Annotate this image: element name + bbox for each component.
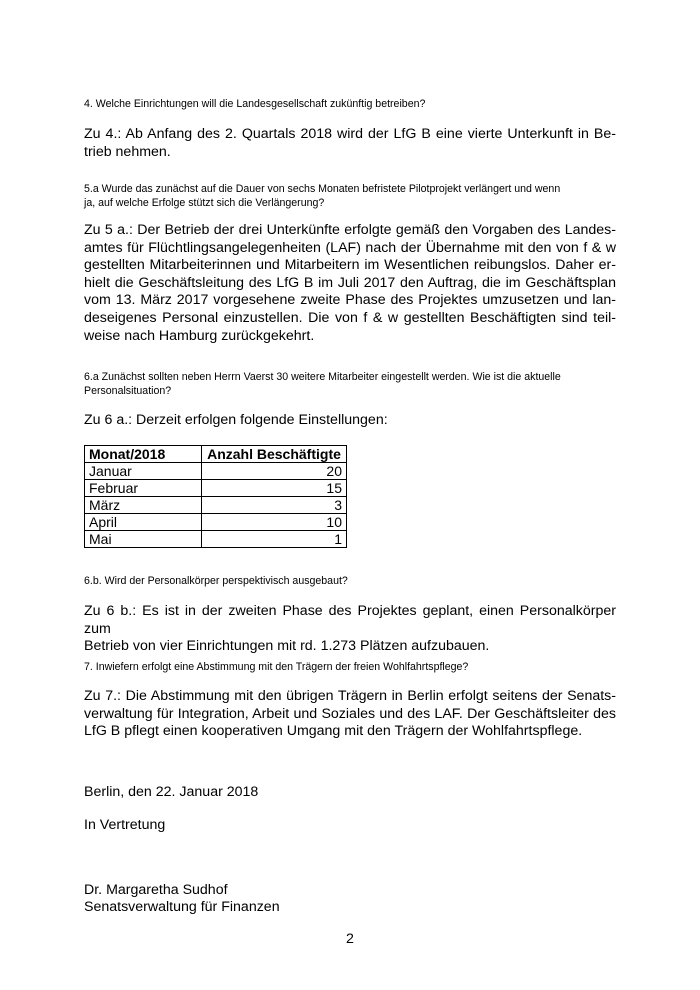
answer-7-line: Zu 7.: Die Abstimmung mit den übrigen Trägern in Berlin erfolgt seitens der Senats-	[84, 688, 616, 704]
staffing-table	[84, 445, 347, 548]
table-cell-count: 20	[202, 463, 347, 480]
column-header-count: Anzahl Beschäftigte	[202, 446, 347, 463]
table-cell-month: April	[85, 514, 202, 531]
answer-5a-line: amtes für Flüchtlingsangelegenheiten (LAF) nach der Übernahme mit den von f & w	[84, 239, 616, 256]
answer-5a-line: hielt die Geschäftsleitung des LfG B im Juli 2017 den Auftrag, die im Geschäftsplan	[84, 274, 616, 291]
answer-5a-line: Zu 5 a.: Der Betrieb der drei Unterkünfte erfolgte gemäß den Vorgaben des Landes-	[84, 222, 616, 238]
representation-note: In Vertretung	[84, 817, 166, 833]
question-4: 4. Welche Einrichtungen will die Landesgesellschaft zukünftig betreiben?	[84, 98, 426, 110]
answer-6b-line: Zu 6 b.: Es ist in der zweiten Phase des Projektes geplant, einen Personalkörper zum	[84, 603, 616, 637]
table-row	[85, 514, 347, 531]
answer-4-line: Zu 4.: Ab Anfang des 2. Quartals 2018 wird der LfG B eine vierte Unterkunft in Be-	[84, 126, 616, 142]
question-6a	[84, 370, 616, 398]
answer-6b-line: Betrieb von vier Einrichtungen mit rd. 1.273 Plätzen aufzubauen.	[84, 638, 490, 655]
table-cell-month: März	[85, 497, 202, 514]
answer-5a-line: vom 13. März 2017 vorgesehene zweite Phase des Projektes umzusetzen und lan-	[84, 292, 616, 309]
question-6a-line: Personalsituation?	[84, 385, 172, 397]
table-cell-count: 1	[202, 531, 347, 548]
table-cell-month: Januar	[85, 463, 202, 480]
answer-7-line: verwaltung für Integration, Arbeit und Soziales und des LAF. Der Geschäftsleiter des	[84, 705, 616, 722]
table-row	[85, 497, 347, 514]
table-cell-month: Mai	[85, 531, 202, 548]
page-number: 2	[346, 931, 354, 947]
table-row	[85, 463, 347, 480]
table-header-row	[85, 446, 347, 463]
place-date: Berlin, den 22. Januar 2018	[84, 784, 259, 800]
column-header-month: Monat/2018	[85, 446, 202, 463]
answer-4	[84, 126, 616, 161]
question-5a	[84, 182, 616, 210]
answer-5a-line: deseigenes Personal einzustellen. Die von f & w gestellten Beschäftigten sind teil-	[84, 309, 616, 326]
table-cell-count: 10	[202, 514, 347, 531]
signatory-name: Dr. Margaretha Sudhof	[84, 882, 228, 898]
table-row	[85, 531, 347, 548]
answer-5a-line: weise nach Hamburg zurückgekehrt.	[84, 327, 315, 344]
question-6a-line: 6.a Zunächst sollten neben Herrn Vaerst 30 weitere Mitarbeiter eingestellt werden. Wie ist die aktuelle	[84, 371, 561, 383]
table-cell-count: 3	[202, 497, 347, 514]
question-5a-line: ja, auf welche Erfolge stützt sich die Verlängerung?	[84, 197, 325, 209]
question-5a-line: 5.a Wurde das zunächst auf die Dauer von sechs Monaten befristete Pilotprojekt verlängert und wenn	[84, 183, 561, 195]
answer-5a-line: gestellten Mitarbeiterinnen und Mitarbeitern im Wesentlichen reibungslos. Daher er-	[84, 257, 616, 274]
answer-7	[84, 688, 616, 741]
question-7: 7. Inwiefern erfolgt eine Abstimmung mit den Trägern der freien Wohlfahrtspflege?	[84, 661, 469, 673]
answer-5a	[84, 222, 616, 345]
table-row	[85, 480, 347, 497]
table-cell-count: 15	[202, 480, 347, 497]
answer-4-line: trieb nehmen.	[84, 143, 171, 160]
question-6b: 6.b. Wird der Personalkörper perspektivisch ausgebaut?	[84, 575, 348, 587]
table-cell-month: Februar	[85, 480, 202, 497]
answer-6b	[84, 603, 616, 656]
signatory-office: Senatsverwaltung für Finanzen	[84, 899, 280, 915]
answer-7-line: LfG B pflegt einen kooperativen Umgang mit den Trägern der Wohlfahrtspflege.	[84, 723, 583, 740]
answer-6a: Zu 6 a.: Derzeit erfolgen folgende Einstellungen:	[84, 412, 388, 428]
